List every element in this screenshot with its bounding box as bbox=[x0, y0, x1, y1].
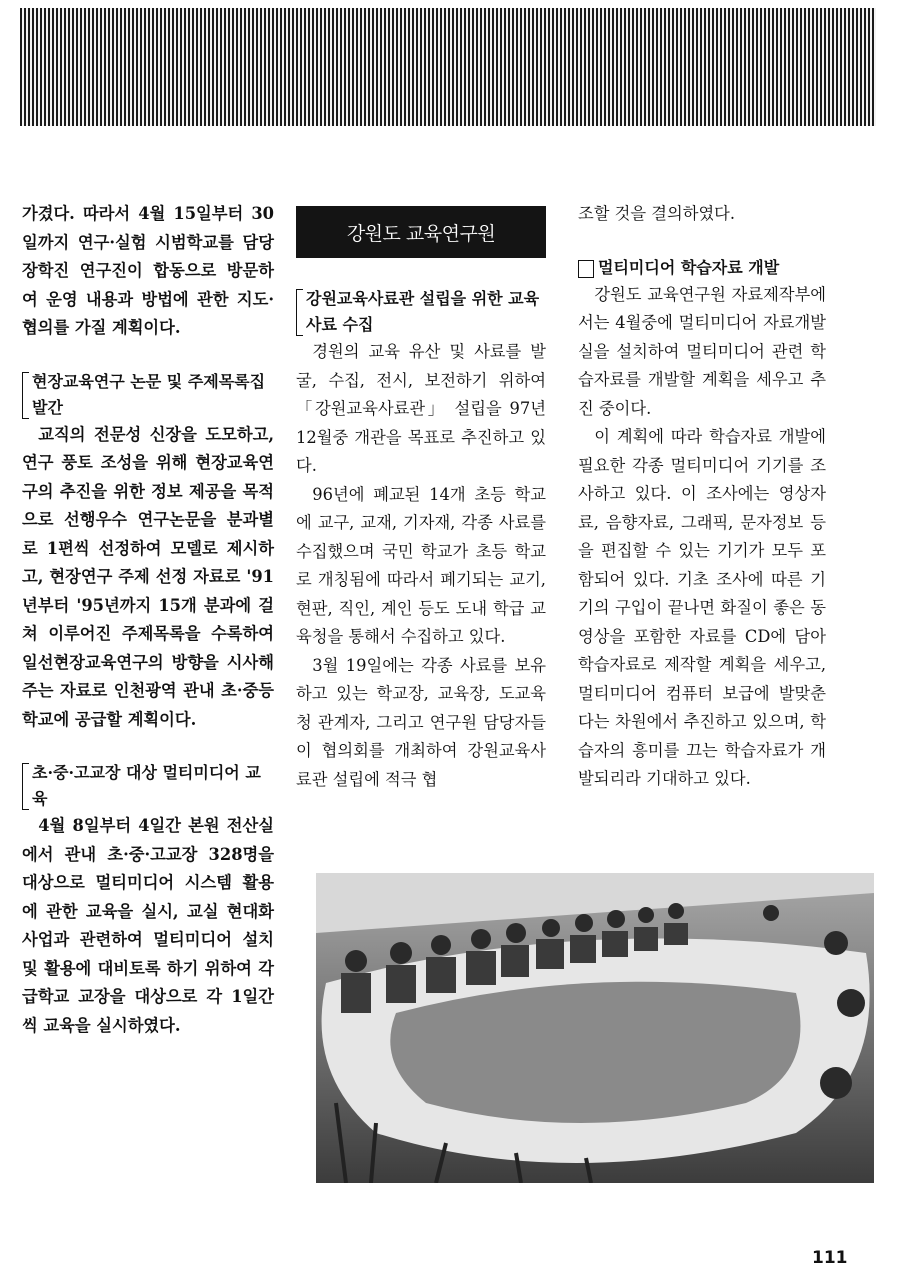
meeting-photo bbox=[316, 873, 874, 1183]
materials-paragraph-1: 강원도 교육연구원 자료제작부에서는 4월중에 멀티미디어 자료개발실을 설치하여 멀티미디어 관련 학습자료를 개발할 계획을 세우고 추진 중이다. bbox=[578, 284, 826, 418]
header-pattern-band bbox=[20, 8, 876, 126]
intro-paragraph: 가겼다. 따라서 4월 15일부터 30일까지 연구·실험 시범학교를 담당 장학진 연구진이 합동으로 방문하여 운영 내용과 방법에 관한 지도·협의를 가질 계획이다. bbox=[22, 204, 274, 337]
meeting-photo-image bbox=[316, 873, 874, 1183]
continued-paragraph: 조할 것을 결의하였다. bbox=[578, 204, 736, 223]
section-heading-multimedia-materials: 멀티미디어 학습자료 개발 bbox=[578, 255, 826, 281]
section-heading-multimedia-training: 초·중·고교장 대상 멀티미디어 교육 bbox=[22, 760, 274, 812]
section-body-multimedia-training: 4월 8일부터 4일간 본원 전산실에서 관내 초·중·고교장 328명을 대상으로 멀티미디어 시스템 활용에 관한 교육을 실시, 교실 현대화 사업과 관련하여 멀티미디어 설치 및 활용에 대비토록 하기 위하여 각급학교 교장을 대상으로 각 1일간씩 교육을 실시하였다. bbox=[22, 816, 274, 1035]
archive-paragraph-3: 3월 19일에는 각종 사료를 보유하고 있는 학교장, 교육장, 도교육청 관계자, 그리고 연구원 담당자들이 협의회를 개최하여 강원교육사료관 설립에 적극 협 bbox=[296, 655, 546, 789]
section-body-research-papers: 교직의 전문성 신장을 도모하고, 연구 풍토 조성을 위해 현장교육연구의 추진을 위한 정보 제공을 목적으로 선행우수 연구논문을 분과별로 1편씩 선정하여 모델로 제시하고, 현장연구 주제 선정 자료로 '91년부터 '95년까지 15개 분과에 걸쳐 이루어진 주제목록을 수록하여 일선현장교육연구의 방향을 시사해 주는 자료로 인천광역 관내 초·중등학교에 공급할 계획이다. bbox=[22, 424, 274, 729]
archive-paragraph-2: 96년에 폐교된 14개 초등 학교에 교구, 교재, 기자재, 각종 사료를 수집했으며 국민 학교가 초등 학교로 개칭됨에 따라서 폐기되는 교기, 현판, 직인, 계인 등도 도내 학급 교육청을 통해서 수집하고 있다. bbox=[296, 484, 546, 646]
section-heading-archive-collection: 강원교육사료관 설립을 위한 교육 사료 수집 bbox=[296, 286, 546, 338]
column-middle bbox=[296, 200, 546, 794]
section-heading-research-papers: 현장교육연구 논문 및 주제목록집 발간 bbox=[22, 369, 274, 421]
materials-paragraph-2: 이 계획에 따라 학습자료 개발에 필요한 각종 멀티미디어 기기를 조사하고 있다. 이 조사에는 영상자료, 음향자료, 그래픽, 문자정보 등을 편집할 수 있는 기기가 모두 포함되어 있다. 기초 조사에 따른 기기의 구입이 끝나면 화질이 좋은 동영상을 포함한 자료를 CD에 담아 학습자료로 제작할 계획을 세우고, 멀티미디어 컴퓨터 보급에 발맞춘다는 차원에서 추진하고 있으며, 학습자의 흥미를 끄는 학습자료가 개발되리라 기대하고 있다. bbox=[578, 427, 826, 788]
archive-paragraph-1: 경원의 교육 유산 및 사료를 발굴, 수집, 전시, 보전하기 위하여 「강원교육사료관」 설립을 97년 12월중 개관을 목표로 추진하고 있다. bbox=[296, 342, 546, 475]
institute-banner: 강원도 교육연구원 bbox=[296, 206, 546, 258]
column-right bbox=[578, 200, 826, 794]
column-left bbox=[22, 200, 274, 1040]
page-number: 111 bbox=[812, 1248, 848, 1268]
